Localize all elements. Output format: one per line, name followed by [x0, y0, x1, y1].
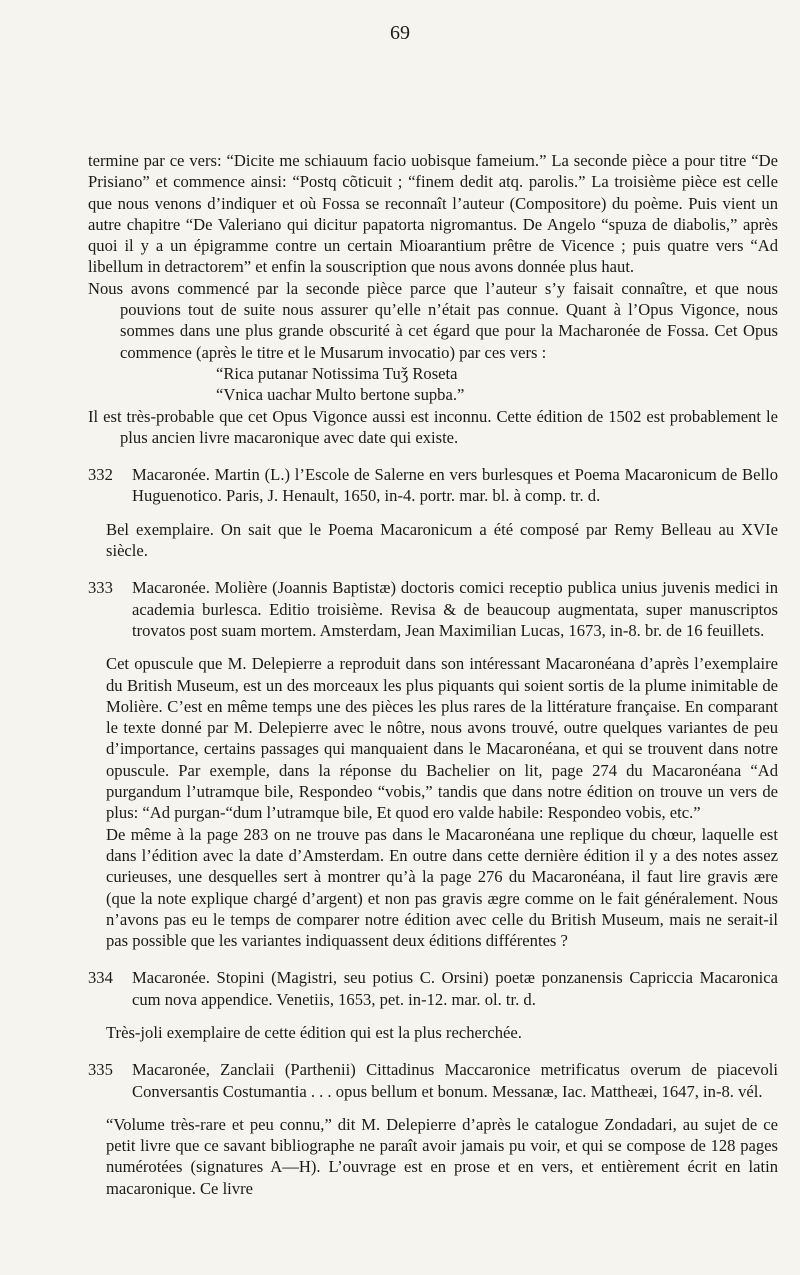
- entry-note: Cet opuscule que M. Delepierre a reproduit dans son intéressant Macaronéana d’après l’exemplaire du British Museum, est un des morceaux les plus piquants qui soient sortis de la plume inimitable de Molière. C’est en même temps une des pièces les plus rares de la littérature française. En comparant le texte donné par M. Delepierre avec le nôtre, nous avons trouvé, outre quelques variantes de peu d’importance, certains passages qui manquaient dans le Macaronéana, et qui se trouvent dans notre opuscule. Par exemple, dans la réponse du Bachelier on lit, page 274 du Macaronéana “Ad purgandum l’utramque bile, Respondeo “vobis,” tandis que dans notre édition on trouve un vers de plus: “Ad purgan-“dum l’utramque bile, Et quod ero valde habile: Respondeo vobis, etc.”: [106, 654, 778, 823]
- entry-heading: Macaronée. Stopini (Magistri, seu potius C. Orsini) poetæ ponzanensis Capriccia Macaronica cum nova appendice. Venetiis, 1653, pet. in-12. mar. ol. tr. d.: [132, 968, 778, 1009]
- verse-line-2: “Vnica uachar Multo bertone supba.”: [216, 385, 465, 405]
- entry-heading: Macaronée, Zanclaii (Parthenii) Cittadinus Maccaronice metrificatus overum de piacevoli Conversantis Costumantia . . . opus bellum et bonum. Messanæ, Iac. Mattheæi, 1647, in-8. vél.: [132, 1060, 778, 1101]
- entry-note: Très-joli exemplaire de cette édition qui est la plus recherchée.: [106, 1022, 522, 1042]
- page-number: 69: [390, 22, 410, 44]
- verse-line-1: “Rica putanar Notissima Tuǯ Roseta: [216, 363, 458, 383]
- entry-heading: Macaronée. Molière (Joannis Baptistæ) doctoris comici receptio publica unius juvenis medici in academia burlesca. Editio troisième. Revisa & de beaucoup augmentata, super manuscriptos trovatos post suam mortem. Amsterdam, Jean Maximilian Lucas, 1673, in-8. br. de 16 feuillets.: [132, 578, 778, 640]
- catalogue-entry-334: [88, 967, 778, 1043]
- entry-note: Bel exemplaire. On sait que le Poema Macaronicum a été composé par Remy Belleau au XVIe siècle.: [106, 519, 778, 561]
- entry-heading: Macaronée. Martin (L.) l’Escole de Salerne en vers burlesques et Poema Macaronicum de Bello Huguenotico. Paris, J. Henault, 1650, in-4. portr. mar. bl. à comp. tr. d.: [132, 465, 778, 506]
- paragraph-opus-vigonce: Nous avons commencé par la seconde pièce parce que l’auteur s’y faisait connaître, et que nous pouvions tout de suite nous assurer qu’elle n’était pas connue. Quant à l’Opus Vigonce, nous sommes dans une plus grande obscurité à cet égard que pour la Macharonée de Fossa. Cet Opus commence (après le titre et le Musarum invocatio) par ces vers :: [88, 278, 778, 362]
- page-body: [88, 150, 778, 1199]
- continuation-paragraph: termine par ce vers: “Dicite me schiauum facio uobisque fameium.” La seconde pièce a pour titre “De Prisiano” et commence ainsi: “Postq cõticuit ; “finem dedit atq. parolis.” La troisième pièce est celle que nous venons d’indiquer et où Fossa se reconnaît l’auteur (Compositore) du poème. Puis vient un autre chapitre “De Valeriano qui dicitur papatorta nigromantus. De Angelo “spuza de diabolis,” après quoi il y a un épigramme contre un certain Mioarantium prêtre de Vicence ; puis quatre vers “Ad libellum in detractorem” et enfin la souscription que nous avons donnée plus haut.: [88, 151, 778, 277]
- catalogue-entry-332: [88, 464, 778, 561]
- catalogue-entry-335: [88, 1059, 778, 1199]
- entry-note: “Volume très-rare et peu connu,” dit M. Delepierre d’après le catalogue Zondadari, au sujet de ce petit livre que ce savant bibliographe ne paraît avoir jamais pu voir, et qui se compose de 128 pages numérotées (signatures A—H). L’ouvrage est en prose et en vers, et entièrement écrit en latin macaronique. Ce livre: [106, 1114, 778, 1198]
- catalogue-entry-333: [88, 577, 778, 951]
- entry-number: 334: [88, 968, 113, 988]
- entry-note-continued: De même à la page 283 on ne trouve pas dans le Macaronéana une replique du chœur, laquelle est dans l’édition avec la date d’Amsterdam. En outre dans cette dernière édition il y a des notes assez curieuses, une desquelles sert à montrer qu’à la page 276 du Macaronéana, il faut lire gravis ære (que la note explique chargé d’argent) et non pas gravis ægre comme on le fait généralement. Nous n’avons pas eu le temps de comparer notre édition avec celle du British Museum, mais ne serait-il pas possible que les variantes indiquassent deux éditions différentes ?: [106, 824, 778, 951]
- entry-number: 332: [88, 465, 113, 485]
- paragraph-edition-1502: Il est très-probable que cet Opus Vigonce aussi est inconnu. Cette édition de 1502 est probablement le plus ancien livre macaronique avec date qui existe.: [88, 406, 778, 447]
- entry-number: 335: [88, 1060, 113, 1080]
- entry-number: 333: [88, 578, 113, 598]
